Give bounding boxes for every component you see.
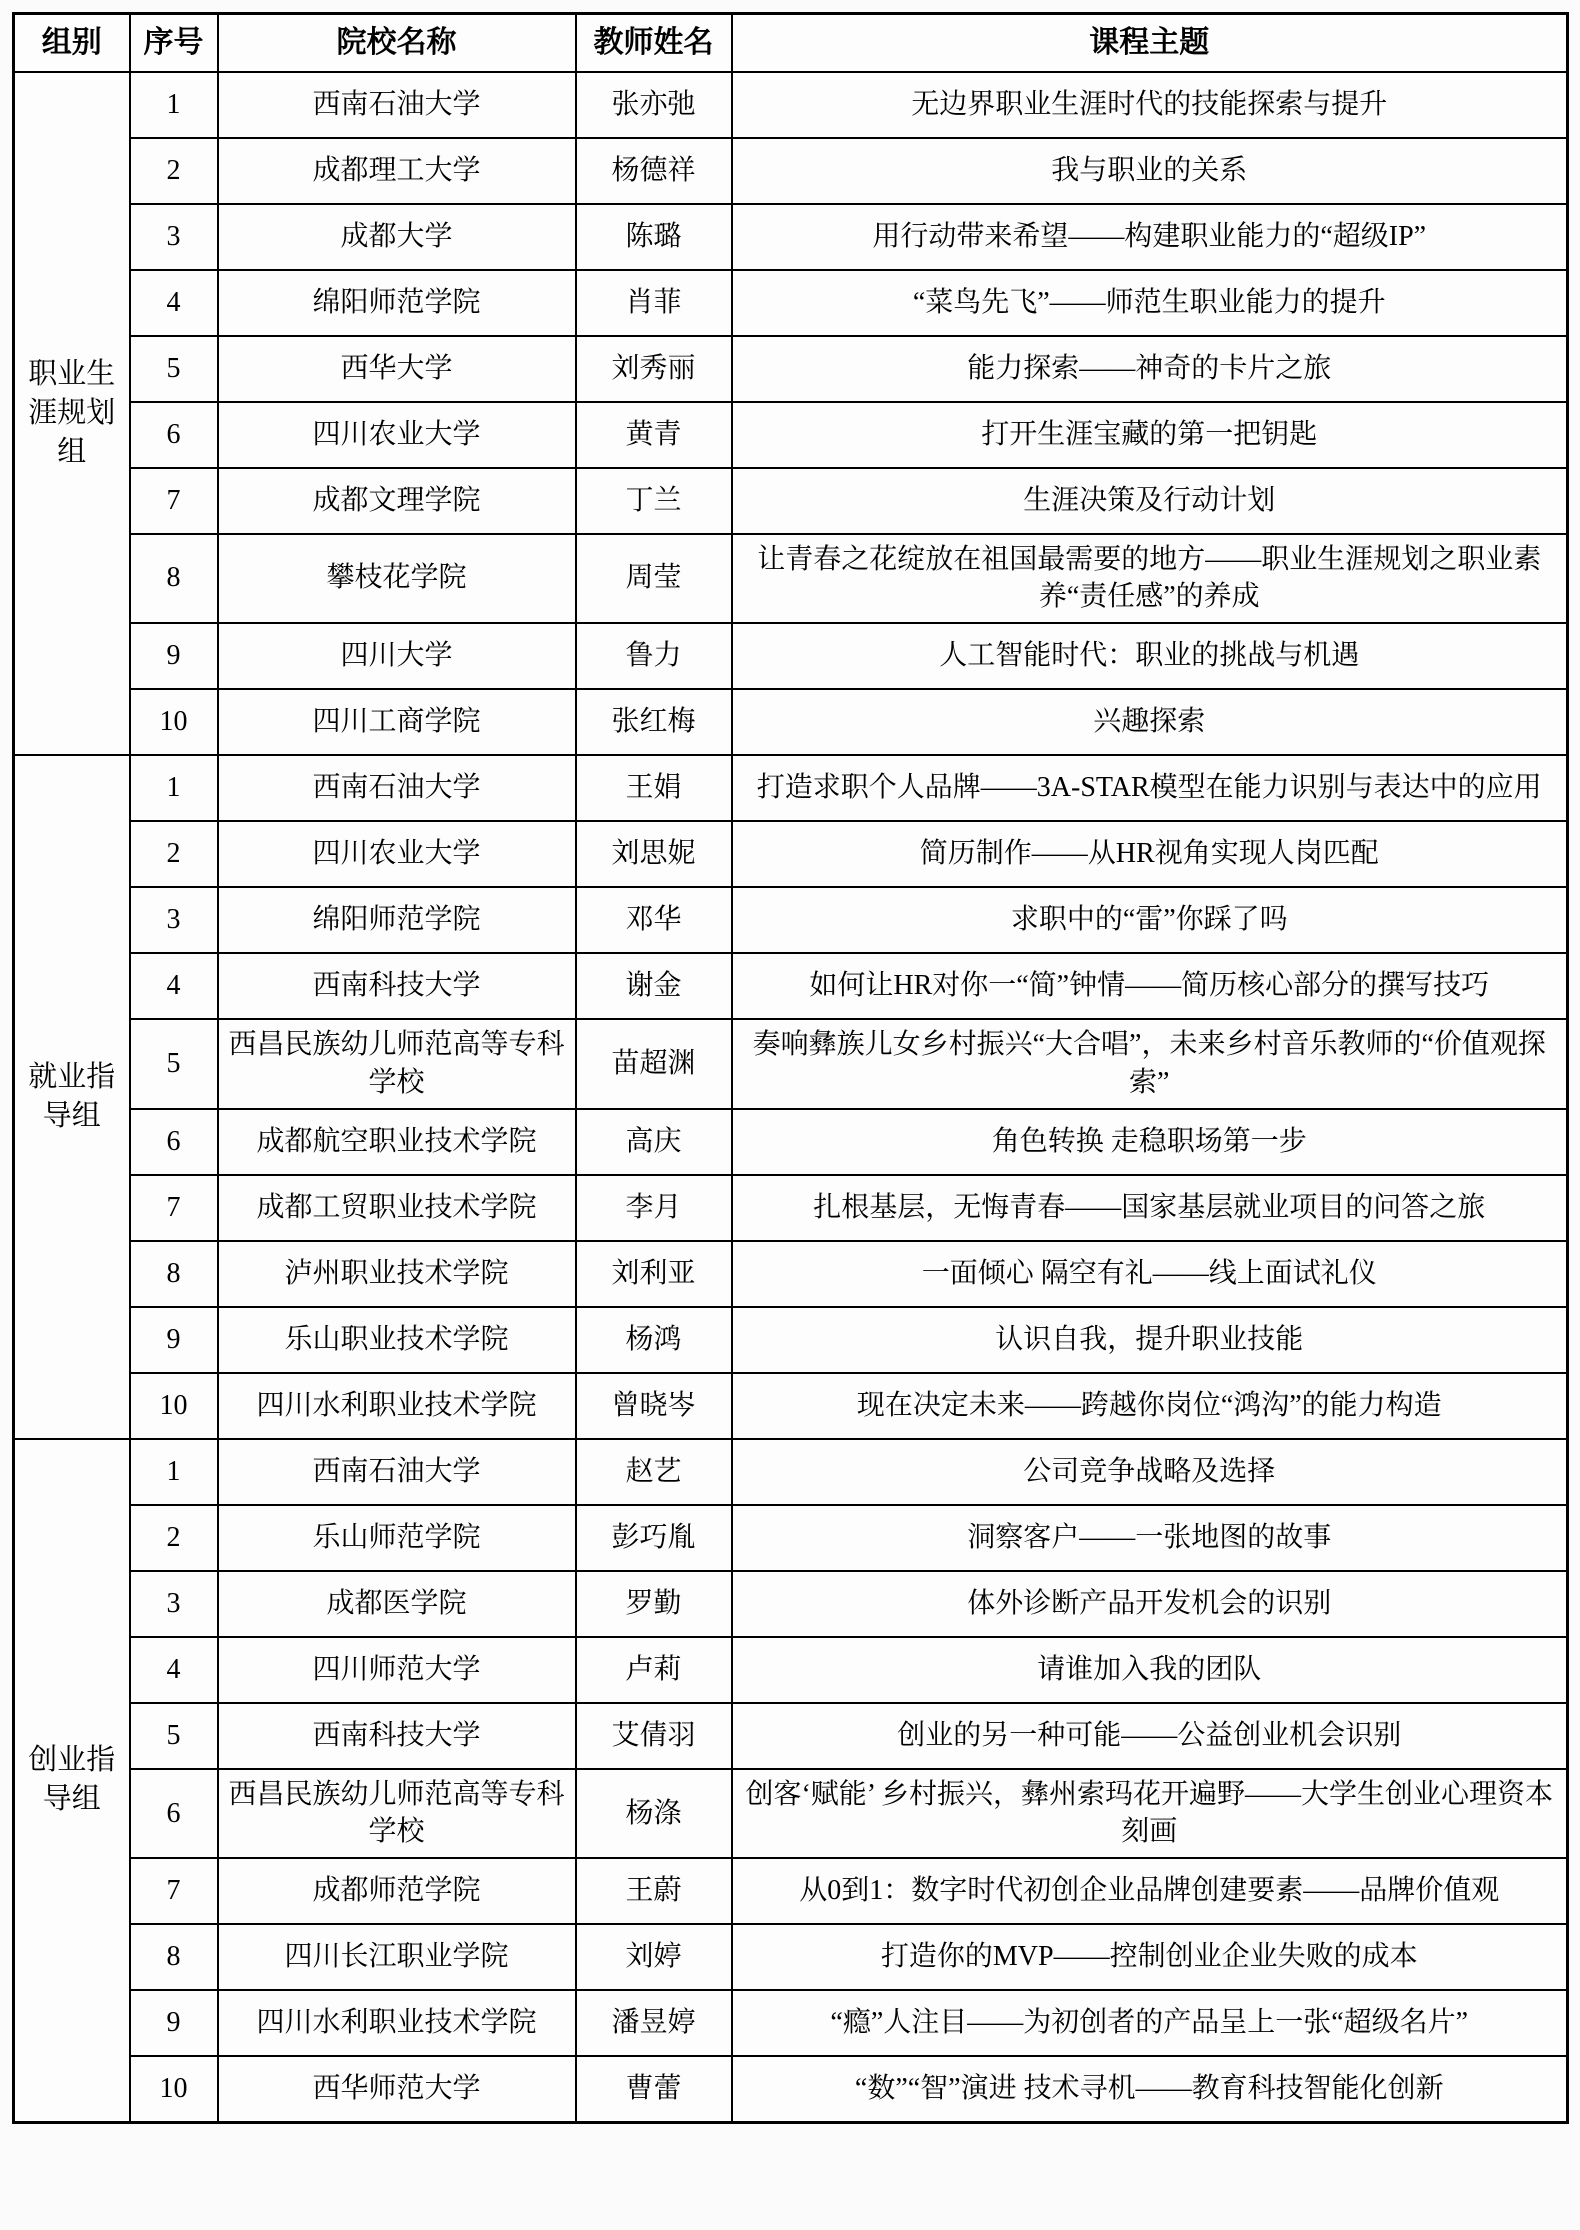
row-number-cell: 1	[130, 1439, 218, 1505]
row-number-cell: 2	[130, 1505, 218, 1571]
table-row	[14, 1637, 1568, 1703]
course-topic-cell: 用行动带来希望——构建职业能力的“超级IP”	[732, 204, 1568, 270]
group-label-cell: 就业指导组	[14, 755, 130, 1439]
table-row	[14, 1019, 1568, 1109]
row-number-cell: 7	[130, 1858, 218, 1924]
header-row	[14, 14, 1568, 72]
course-topic-cell: 创客‘赋能’ 乡村振兴，彝州索玛花开遍野——大学生创业心理资本刻画	[732, 1769, 1568, 1859]
school-name-cell: 西南石油大学	[218, 72, 576, 138]
course-topic-cell: 我与职业的关系	[732, 138, 1568, 204]
row-number-cell: 5	[130, 1019, 218, 1109]
school-name-cell: 四川工商学院	[218, 689, 576, 755]
course-topic-cell: 让青春之花绽放在祖国最需要的地方——职业生涯规划之职业素养“责任感”的养成	[732, 534, 1568, 624]
course-topic-cell: 扎根基层，无悔青春——国家基层就业项目的问答之旅	[732, 1175, 1568, 1241]
school-name-cell: 西南石油大学	[218, 1439, 576, 1505]
course-topic-cell: 角色转换 走稳职场第一步	[732, 1109, 1568, 1175]
school-name-cell: 乐山职业技术学院	[218, 1307, 576, 1373]
course-topic-cell: 生涯决策及行动计划	[732, 468, 1568, 534]
row-number-cell: 5	[130, 336, 218, 402]
teacher-name-cell: 杨鸿	[576, 1307, 732, 1373]
school-name-cell: 四川水利职业技术学院	[218, 1373, 576, 1439]
row-number-cell: 9	[130, 1990, 218, 2056]
teacher-name-cell: 丁兰	[576, 468, 732, 534]
teacher-name-cell: 鲁力	[576, 623, 732, 689]
course-topic-cell: 从0到1：数字时代初创企业品牌创建要素——品牌价值观	[732, 1858, 1568, 1924]
school-name-cell: 西昌民族幼儿师范高等专科学校	[218, 1769, 576, 1859]
row-number-cell: 3	[130, 887, 218, 953]
table-row	[14, 1241, 1568, 1307]
school-name-cell: 成都航空职业技术学院	[218, 1109, 576, 1175]
table-body	[14, 72, 1568, 2123]
table-row	[14, 1924, 1568, 1990]
course-topic-cell: “数”“智”演进 技术寻机——教育科技智能化创新	[732, 2056, 1568, 2122]
teacher-name-cell: 黄青	[576, 402, 732, 468]
school-name-cell: 成都师范学院	[218, 1858, 576, 1924]
course-topic-cell: 如何让HR对你一“简”钟情——简历核心部分的撰写技巧	[732, 953, 1568, 1019]
table-row	[14, 887, 1568, 953]
teacher-name-cell: 杨德祥	[576, 138, 732, 204]
course-topic-cell: 兴趣探索	[732, 689, 1568, 755]
table-row	[14, 72, 1568, 138]
teacher-name-cell: 卢莉	[576, 1637, 732, 1703]
table-row	[14, 1439, 1568, 1505]
course-topic-cell: 现在决定未来——跨越你岗位“鸿沟”的能力构造	[732, 1373, 1568, 1439]
table-row	[14, 953, 1568, 1019]
table-row	[14, 623, 1568, 689]
school-name-cell: 乐山师范学院	[218, 1505, 576, 1571]
school-name-cell: 四川农业大学	[218, 402, 576, 468]
school-name-cell: 成都工贸职业技术学院	[218, 1175, 576, 1241]
teacher-name-cell: 刘秀丽	[576, 336, 732, 402]
teacher-name-cell: 彭巧胤	[576, 1505, 732, 1571]
school-name-cell: 四川农业大学	[218, 821, 576, 887]
course-topic-cell: 认识自我，提升职业技能	[732, 1307, 1568, 1373]
course-topic-cell: 奏响彝族儿女乡村振兴“大合唱”，未来乡村音乐教师的“价值观探索”	[732, 1019, 1568, 1109]
table-row	[14, 689, 1568, 755]
header-cell-topic: 课程主题	[732, 14, 1568, 72]
row-number-cell: 6	[130, 1769, 218, 1859]
table-row	[14, 1858, 1568, 1924]
course-topic-cell: 公司竞争战略及选择	[732, 1439, 1568, 1505]
school-name-cell: 西华师范大学	[218, 2056, 576, 2122]
table-row	[14, 1505, 1568, 1571]
school-name-cell: 泸州职业技术学院	[218, 1241, 576, 1307]
teacher-name-cell: 艾倩羽	[576, 1703, 732, 1769]
table-row	[14, 1109, 1568, 1175]
school-name-cell: 成都理工大学	[218, 138, 576, 204]
teacher-name-cell: 谢金	[576, 953, 732, 1019]
teacher-name-cell: 邓华	[576, 887, 732, 953]
table-row	[14, 1307, 1568, 1373]
table-row	[14, 2056, 1568, 2122]
teacher-name-cell: 高庆	[576, 1109, 732, 1175]
course-topic-cell: 请谁加入我的团队	[732, 1637, 1568, 1703]
row-number-cell: 1	[130, 72, 218, 138]
teacher-name-cell: 罗勤	[576, 1571, 732, 1637]
school-name-cell: 成都大学	[218, 204, 576, 270]
school-name-cell: 成都文理学院	[218, 468, 576, 534]
table-row	[14, 204, 1568, 270]
teacher-name-cell: 肖菲	[576, 270, 732, 336]
row-number-cell: 6	[130, 1109, 218, 1175]
teacher-name-cell: 周莹	[576, 534, 732, 624]
row-number-cell: 9	[130, 1307, 218, 1373]
row-number-cell: 3	[130, 204, 218, 270]
row-number-cell: 10	[130, 689, 218, 755]
course-topic-cell: 一面倾心 隔空有礼——线上面试礼仪	[732, 1241, 1568, 1307]
school-name-cell: 攀枝花学院	[218, 534, 576, 624]
school-name-cell: 四川师范大学	[218, 1637, 576, 1703]
table-row	[14, 1769, 1568, 1859]
table-row	[14, 1175, 1568, 1241]
teacher-name-cell: 曾晓岑	[576, 1373, 732, 1439]
course-topic-cell: 简历制作——从HR视角实现人岗匹配	[732, 821, 1568, 887]
row-number-cell: 7	[130, 468, 218, 534]
school-name-cell: 绵阳师范学院	[218, 270, 576, 336]
row-number-cell: 7	[130, 1175, 218, 1241]
teacher-name-cell: 李月	[576, 1175, 732, 1241]
row-number-cell: 8	[130, 534, 218, 624]
school-name-cell: 四川水利职业技术学院	[218, 1990, 576, 2056]
school-name-cell: 西南科技大学	[218, 1703, 576, 1769]
row-number-cell: 3	[130, 1571, 218, 1637]
school-name-cell: 成都医学院	[218, 1571, 576, 1637]
teacher-name-cell: 刘利亚	[576, 1241, 732, 1307]
course-topic-cell: 无边界职业生涯时代的技能探索与提升	[732, 72, 1568, 138]
table-row	[14, 270, 1568, 336]
course-roster-table	[12, 12, 1569, 2124]
teacher-name-cell: 刘婷	[576, 1924, 732, 1990]
table-row	[14, 1990, 1568, 2056]
group-label-cell: 职业生涯规划组	[14, 72, 130, 756]
group-label-cell: 创业指导组	[14, 1439, 130, 2123]
row-number-cell: 4	[130, 1637, 218, 1703]
row-number-cell: 10	[130, 2056, 218, 2122]
header-cell-number: 序号	[130, 14, 218, 72]
teacher-name-cell: 刘思妮	[576, 821, 732, 887]
teacher-name-cell: 潘昱婷	[576, 1990, 732, 2056]
table-row	[14, 402, 1568, 468]
course-topic-cell: 能力探索——神奇的卡片之旅	[732, 336, 1568, 402]
course-topic-cell: “菜鸟先飞”——师范生职业能力的提升	[732, 270, 1568, 336]
course-topic-cell: “瘾”人注目——为初创者的产品呈上一张“超级名片”	[732, 1990, 1568, 2056]
school-name-cell: 西南科技大学	[218, 953, 576, 1019]
table-row	[14, 755, 1568, 821]
row-number-cell: 9	[130, 623, 218, 689]
school-name-cell: 四川大学	[218, 623, 576, 689]
school-name-cell: 四川长江职业学院	[218, 1924, 576, 1990]
teacher-name-cell: 曹蕾	[576, 2056, 732, 2122]
course-topic-cell: 求职中的“雷”你踩了吗	[732, 887, 1568, 953]
row-number-cell: 8	[130, 1241, 218, 1307]
row-number-cell: 8	[130, 1924, 218, 1990]
school-name-cell: 西华大学	[218, 336, 576, 402]
school-name-cell: 绵阳师范学院	[218, 887, 576, 953]
table-row	[14, 336, 1568, 402]
row-number-cell: 6	[130, 402, 218, 468]
teacher-name-cell: 张亦弛	[576, 72, 732, 138]
school-name-cell: 西南石油大学	[218, 755, 576, 821]
table-row	[14, 138, 1568, 204]
course-topic-cell: 人工智能时代：职业的挑战与机遇	[732, 623, 1568, 689]
teacher-name-cell: 苗超渊	[576, 1019, 732, 1109]
row-number-cell: 5	[130, 1703, 218, 1769]
teacher-name-cell: 赵艺	[576, 1439, 732, 1505]
table-row	[14, 1373, 1568, 1439]
school-name-cell: 西昌民族幼儿师范高等专科学校	[218, 1019, 576, 1109]
teacher-name-cell: 张红梅	[576, 689, 732, 755]
teacher-name-cell: 王蔚	[576, 1858, 732, 1924]
course-topic-cell: 打造你的MVP——控制创业企业失败的成本	[732, 1924, 1568, 1990]
teacher-name-cell: 王娟	[576, 755, 732, 821]
table-row	[14, 1703, 1568, 1769]
teacher-name-cell: 陈璐	[576, 204, 732, 270]
header-cell-group: 组别	[14, 14, 130, 72]
row-number-cell: 4	[130, 953, 218, 1019]
header-cell-school: 院校名称	[218, 14, 576, 72]
table-row	[14, 1571, 1568, 1637]
table-row	[14, 821, 1568, 887]
table-row	[14, 534, 1568, 624]
row-number-cell: 10	[130, 1373, 218, 1439]
row-number-cell: 1	[130, 755, 218, 821]
teacher-name-cell: 杨涤	[576, 1769, 732, 1859]
course-topic-cell: 打开生涯宝藏的第一把钥匙	[732, 402, 1568, 468]
course-topic-cell: 洞察客户——一张地图的故事	[732, 1505, 1568, 1571]
course-topic-cell: 打造求职个人品牌——3A-STAR模型在能力识别与表达中的应用	[732, 755, 1568, 821]
row-number-cell: 2	[130, 138, 218, 204]
row-number-cell: 4	[130, 270, 218, 336]
course-topic-cell: 体外诊断产品开发机会的识别	[732, 1571, 1568, 1637]
row-number-cell: 2	[130, 821, 218, 887]
course-topic-cell: 创业的另一种可能——公益创业机会识别	[732, 1703, 1568, 1769]
header-cell-teacher: 教师姓名	[576, 14, 732, 72]
table-row	[14, 468, 1568, 534]
